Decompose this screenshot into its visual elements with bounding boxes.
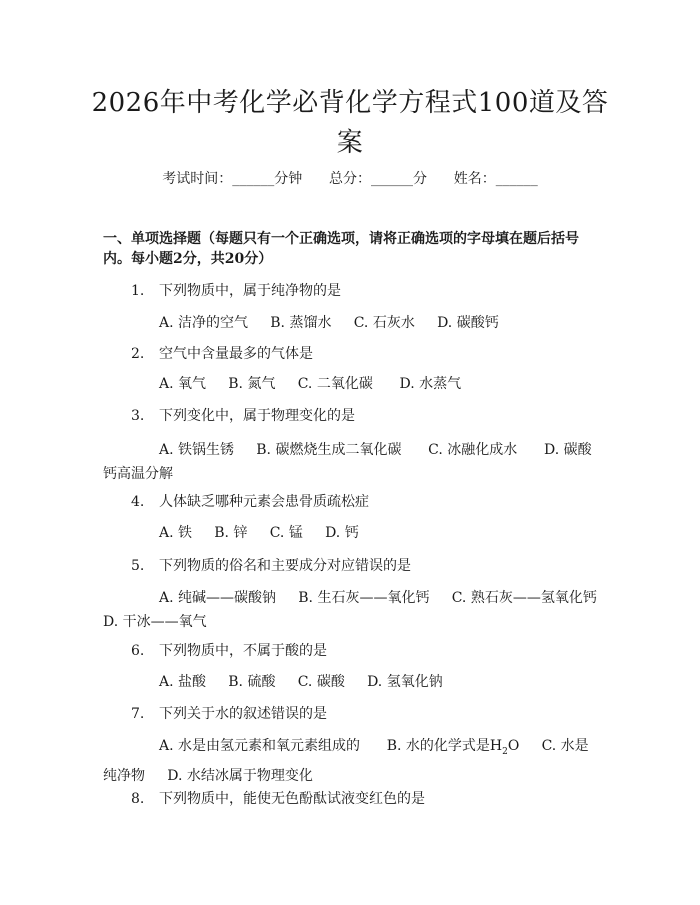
- question-text: 下列物质的俗名和主要成分对应错误的是: [159, 558, 411, 574]
- question-7-options: [103, 734, 600, 788]
- subscript-2: 2: [502, 746, 508, 757]
- question-text: 下列物质中，属于纯净物的是: [159, 283, 341, 299]
- question-text: 下列物质中，不属于酸的是: [159, 643, 327, 659]
- question-5-options: A. 纯碱——碳酸钠 B. 生石灰——氧化钙 C. 熟石灰——氢氧化钙 D. 干冰——氧气: [103, 590, 620, 630]
- question-2: [131, 344, 313, 364]
- question-2-options: A. 氧气 B. 氮气 C. 二氧化碳 D. 水蒸气: [159, 376, 462, 392]
- section-heading: 一、单项选择题（每题只有一个正确选项，请将正确选项的字母填在题后括号内。每小题2分，共20分）: [103, 231, 579, 267]
- question-number: 3.: [131, 408, 145, 424]
- question-text: 人体缺乏哪种元素会患骨质疏松症: [159, 494, 369, 510]
- question-3: [131, 406, 355, 426]
- question-text: 下列变化中，属于物理变化的是: [159, 408, 355, 424]
- question-7: [131, 704, 327, 724]
- question-number: 1.: [131, 283, 145, 299]
- question-number: 6.: [131, 643, 145, 659]
- question-number: 7.: [131, 706, 145, 722]
- question-number: 8.: [131, 791, 145, 807]
- options-text: O C. 水是纯净物 D. 水结冰属于物理变化: [103, 738, 589, 784]
- question-number: 4.: [131, 494, 145, 510]
- question-5: [131, 556, 411, 576]
- question-text: 空气中含量最多的气体是: [159, 346, 313, 362]
- page-title: 2026年中考化学必背化学方程式100道及答案: [91, 88, 609, 158]
- question-number: 2.: [131, 346, 145, 362]
- question-6-options: A. 盐酸 B. 硫酸 C. 碳酸 D. 氢氧化钠: [159, 674, 443, 690]
- question-text: 下列物质中，能使无色酚酞试液变红色的是: [159, 791, 425, 807]
- question-4: [131, 492, 369, 512]
- question-3-options: A. 铁锅生锈 B. 碳燃烧生成二氧化碳 C. 冰融化成水 D. 碳酸钙高温分解: [103, 442, 592, 482]
- question-4-options: A. 铁 B. 锌 C. 锰 D. 钙: [159, 525, 359, 541]
- question-text: 下列关于水的叙述错误的是: [159, 706, 327, 722]
- options-text: A. 水是由氢元素和氧元素组成的 B. 水的化学式是H: [159, 738, 503, 754]
- question-6: [131, 641, 327, 661]
- question-1-options: A. 洁净的空气 B. 蒸馏水 C. 石灰水 D. 碳酸钙: [159, 315, 499, 331]
- question-8: [131, 789, 425, 809]
- question-1: [131, 281, 341, 301]
- question-number: 5.: [131, 558, 145, 574]
- exam-info-line: 考试时间：______分钟 总分：______分 姓名：______: [162, 171, 538, 187]
